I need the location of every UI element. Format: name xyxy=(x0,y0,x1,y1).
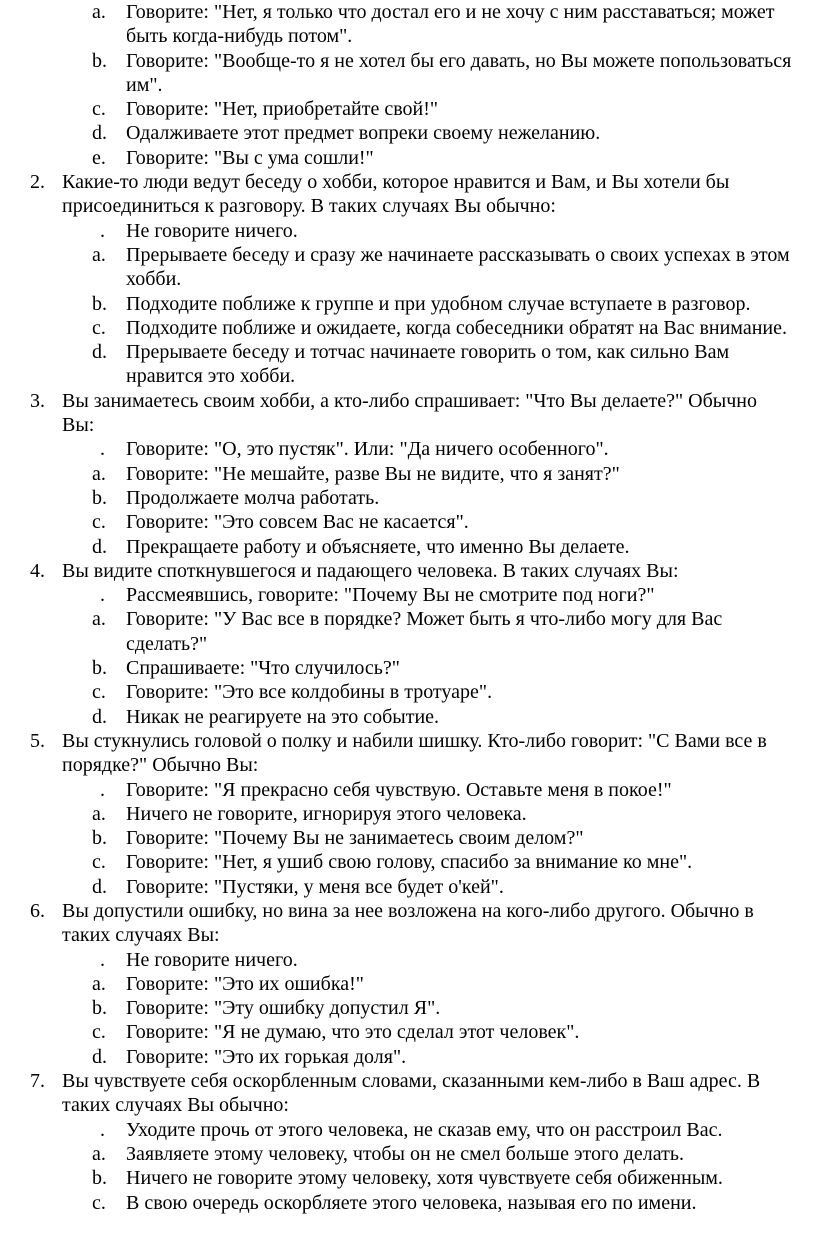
answer-option xyxy=(0,705,796,729)
question xyxy=(0,389,794,438)
answer-option xyxy=(0,146,796,170)
answer-option xyxy=(0,535,796,559)
option-text: Говорите: "Я прекрасно себя чувствую. Оставьте меня в покое!" xyxy=(126,778,672,801)
option-letter: b. xyxy=(92,1167,107,1190)
answer-option xyxy=(0,437,796,461)
option-letter: . xyxy=(100,1118,105,1141)
question-block xyxy=(0,899,816,1069)
question-block xyxy=(0,1069,816,1215)
option-text: Не говорите ничего. xyxy=(126,219,298,242)
question-number: 5. xyxy=(30,729,45,752)
option-letter: c. xyxy=(92,98,106,121)
question-block xyxy=(0,559,816,729)
option-text: Говорите: "Пустяки, у меня все будет о'кей". xyxy=(126,875,504,898)
option-letter: b. xyxy=(92,657,107,680)
question xyxy=(0,1069,794,1118)
question-text: Вы стукнулись головой о полку и набили шишку. Кто-либо говорит: "С Вами все в порядке?" Обычно Вы: xyxy=(62,729,767,777)
option-letter: d. xyxy=(92,122,107,145)
answer-option xyxy=(0,97,796,121)
option-text: Говорите: "Нет, я ушиб свою голову, спасибо за внимание ко мне". xyxy=(126,851,693,874)
answer-options xyxy=(0,0,816,170)
option-letter: a. xyxy=(92,1142,106,1165)
option-text: Прерываете беседу и сразу же начинаете рассказывать о своих успехах в этом хобби. xyxy=(126,243,790,291)
option-letter: a. xyxy=(92,972,106,995)
answer-option xyxy=(0,462,796,486)
option-text: Ничего не говорите, игнорируя этого человека. xyxy=(126,802,527,825)
option-text: Одалживаете этот предмет вопреки своему нежеланию. xyxy=(126,122,601,145)
option-letter: d. xyxy=(92,705,107,728)
option-text: Говорите: "Это их горькая доля". xyxy=(126,1045,407,1068)
option-letter: c. xyxy=(92,681,106,704)
option-letter: a. xyxy=(92,608,106,631)
answer-option xyxy=(0,850,796,874)
option-text: Говорите: "Нет, я только что достал его и не хочу с ним расставаться; может быть когда-нибудь потом". xyxy=(126,1,775,48)
question-text: Какие-то люди ведут беседу о хобби, которое нравится и Вам, и Вы хотели бы присоединиться к разговору. В таких случаях Вы обычно: xyxy=(62,171,730,218)
answer-option xyxy=(0,1191,796,1215)
option-text: Говорите: "У Вас все в порядке? Может быть я что-либо могу для Вас сделать?" xyxy=(126,608,723,655)
option-letter: c. xyxy=(92,511,106,534)
answer-option xyxy=(0,340,796,389)
answer-option xyxy=(0,972,796,996)
option-letter: b. xyxy=(92,997,107,1020)
answer-options xyxy=(0,437,816,558)
answer-option xyxy=(0,0,796,49)
answer-option xyxy=(0,49,796,98)
option-letter: d. xyxy=(92,535,107,558)
option-letter: d. xyxy=(92,341,107,364)
answer-options xyxy=(0,219,816,389)
question-number: 4. xyxy=(30,559,45,582)
option-letter: . xyxy=(100,778,105,801)
option-letter: c. xyxy=(92,1021,106,1044)
answer-option xyxy=(0,1020,796,1044)
option-letter: c. xyxy=(92,316,106,339)
option-text: Говорите: "Эту ошибку допустил Я". xyxy=(126,997,441,1020)
option-text: Говорите: "О, это пустяк". Или: "Да ничего особенного". xyxy=(126,438,609,461)
question-block xyxy=(0,170,816,389)
option-text: Говорите: "Вы с ума сошли!" xyxy=(126,146,374,169)
answer-option xyxy=(0,486,796,510)
option-letter: . xyxy=(100,584,105,607)
question-text: Вы допустили ошибку, но вина за нее возложена на кого-либо другого. Обычно в таких случаях Вы: xyxy=(62,899,754,947)
option-letter: a. xyxy=(92,462,106,485)
question xyxy=(0,559,794,583)
answer-option xyxy=(0,875,796,899)
option-letter: a. xyxy=(92,802,106,825)
question-number: 3. xyxy=(30,389,45,412)
option-text: Говорите: "Почему Вы не занимаетесь своим делом?" xyxy=(126,827,584,850)
answer-option xyxy=(0,1142,796,1166)
answer-option xyxy=(0,219,796,243)
answer-option xyxy=(0,583,796,607)
answer-option xyxy=(0,292,796,316)
question-number: 2. xyxy=(30,171,45,194)
option-letter: a. xyxy=(92,243,106,266)
question xyxy=(0,170,794,219)
answer-option xyxy=(0,1166,796,1190)
question-block xyxy=(0,389,816,559)
answer-option xyxy=(0,996,796,1020)
answer-option xyxy=(0,607,796,656)
option-text: Уходите прочь от этого человека, не сказав ему, что он расстроил Вас. xyxy=(126,1118,723,1141)
question-number: 7. xyxy=(30,1070,45,1093)
option-letter: c. xyxy=(92,1191,106,1214)
option-letter: . xyxy=(100,438,105,461)
option-text: Никак не реагируете на это событие. xyxy=(126,705,440,728)
option-text: Прерываете беседу и тотчас начинаете говорить о том, как сильно Вам нравится это хобби. xyxy=(126,341,730,388)
answer-option xyxy=(0,1118,796,1142)
option-text: Прекращаете работу и объясняете, что именно Вы делаете. xyxy=(126,535,630,558)
option-letter: b. xyxy=(92,827,107,850)
option-text: Говорите: "Вообще-то я не хотел бы его давать, но Вы можете попользоваться им". xyxy=(126,49,792,96)
answer-options xyxy=(0,778,816,899)
option-letter: a. xyxy=(92,1,106,23)
answer-options xyxy=(0,583,816,729)
question-text: Вы чувствуете себя оскорбленным словами, сказанными кем-либо в Ваш адрес. В таких случаях Вы обычно: xyxy=(62,1070,761,1117)
option-letter: b. xyxy=(92,49,107,72)
option-text: Говорите: "Это все колдобины в тротуаре". xyxy=(126,681,493,704)
option-text: В свою очередь оскорбляете этого человека, называя его по имени. xyxy=(126,1191,697,1214)
option-text: Заявляете этому человеку, чтобы он не смел больше этого делать. xyxy=(126,1142,684,1165)
option-text: Не говорите ничего. xyxy=(126,948,298,971)
answer-option xyxy=(0,802,796,826)
option-text: Говорите: "Это их ошибка!" xyxy=(126,972,364,995)
option-letter: d. xyxy=(92,875,107,898)
option-text: Подходите поближе и ожидаете, когда собеседники обратят на Вас внимание. xyxy=(126,316,787,339)
option-text: Продолжаете молча работать. xyxy=(126,486,380,509)
option-text: Рассмеявшись, говорите: "Почему Вы не смотрите под ноги?" xyxy=(126,584,655,607)
question-block xyxy=(0,729,816,899)
option-letter: e. xyxy=(92,146,106,169)
option-letter: . xyxy=(100,948,105,971)
option-text: Подходите поближе к группе и при удобном случае вступаете в разговор. xyxy=(126,292,751,315)
answer-options xyxy=(0,1118,816,1215)
option-letter: b. xyxy=(92,292,107,315)
option-text: Ничего не говорите этому человеку, хотя чувствуете себя обиженным. xyxy=(126,1167,723,1190)
option-letter: b. xyxy=(92,486,107,509)
option-text: Говорите: "Я не думаю, что это сделал этот человек". xyxy=(126,1021,580,1044)
answer-option xyxy=(0,826,796,850)
question-text: Вы видите споткнувшегося и падающего человека. В таких случаях Вы: xyxy=(62,559,679,582)
answer-option xyxy=(0,121,796,145)
answer-option xyxy=(0,510,796,534)
option-letter: c. xyxy=(92,851,106,874)
answer-option xyxy=(0,680,796,704)
option-letter: d. xyxy=(92,1045,107,1068)
answer-option xyxy=(0,656,796,680)
question xyxy=(0,899,794,948)
question-number: 6. xyxy=(30,899,45,922)
option-letter: . xyxy=(100,219,105,242)
option-text: Говорите: "Это совсем Вас не касается". xyxy=(126,511,469,534)
answer-option xyxy=(0,1045,796,1069)
answer-option xyxy=(0,778,796,802)
option-text: Говорите: "Нет, приобретайте свой!" xyxy=(126,98,439,121)
option-text: Говорите: "Не мешайте, разве Вы не видите, что я занят?" xyxy=(126,462,620,485)
answer-option xyxy=(0,243,796,292)
question xyxy=(0,729,794,778)
question-text: Вы занимаетесь своим хобби, а кто-либо спрашивает: "Что Вы делаете?" Обычно Вы: xyxy=(62,389,757,437)
answer-option xyxy=(0,948,796,972)
answer-options xyxy=(0,948,816,1069)
option-text: Спрашиваете: "Что случилось?" xyxy=(126,657,400,680)
answer-option xyxy=(0,316,796,340)
question-block xyxy=(0,0,816,170)
